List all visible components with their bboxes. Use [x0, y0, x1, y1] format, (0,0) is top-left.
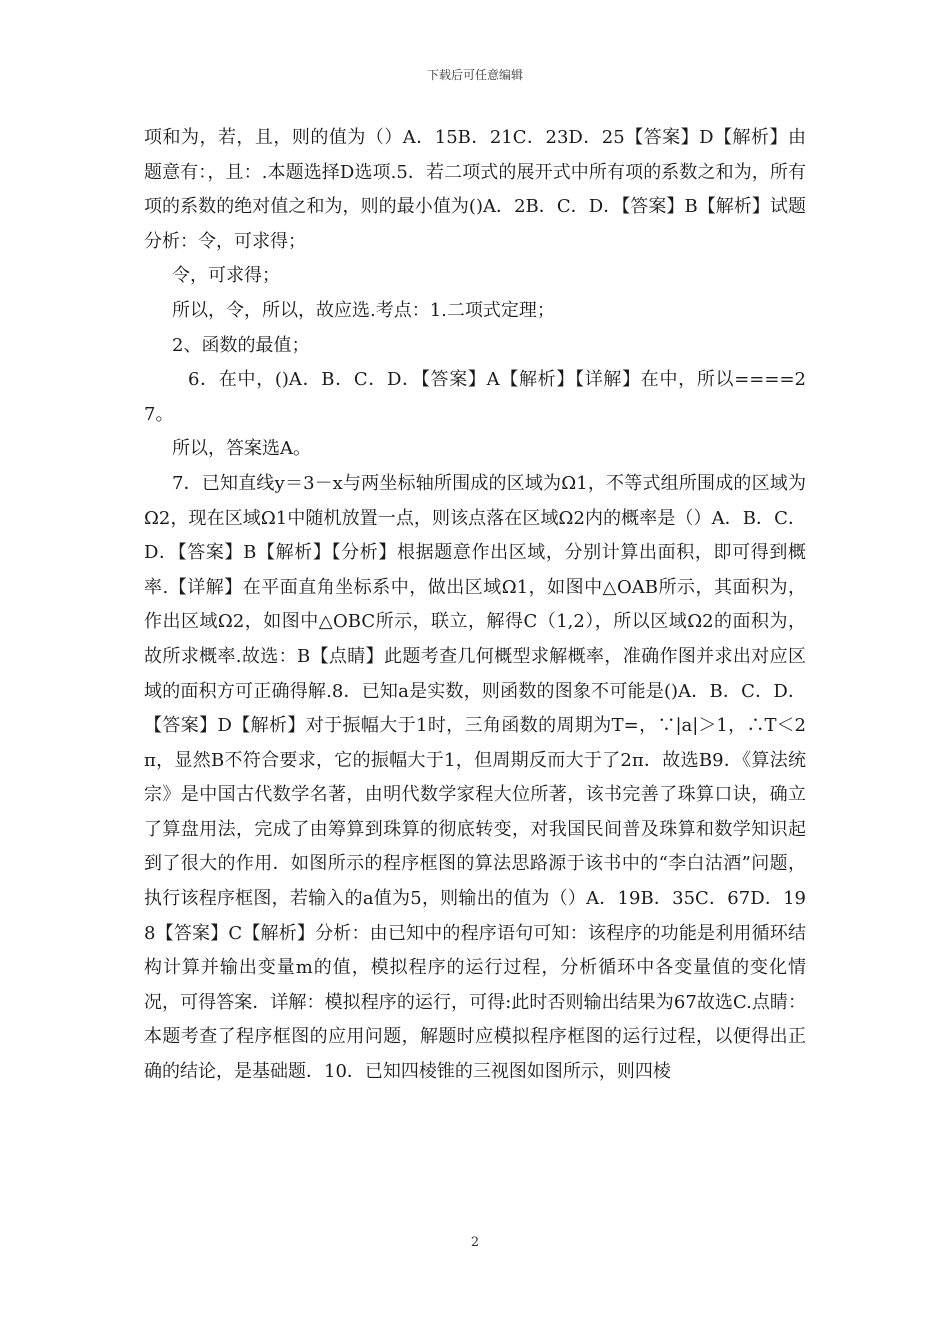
- page-header: [0, 66, 950, 83]
- page-number: 2: [470, 1235, 480, 1250]
- document-body: [144, 121, 806, 1090]
- header-note: 下载后可任意编辑: [426, 68, 523, 82]
- page-footer: [0, 1235, 950, 1250]
- paragraph-6: 所以，答案选A。: [172, 438, 311, 460]
- paragraph-2: 令，可求得；: [172, 265, 280, 287]
- paragraph-3: 所以，令，所以，故应选.考点：1.二项式定理；: [172, 299, 555, 321]
- paragraph-5: 6．在中，()A．B．C．D．【答案】A【解析】【详解】在中，所以====27。: [144, 369, 806, 425]
- paragraph-4: 2、函数的最值；: [172, 334, 310, 356]
- paragraph-7: 7．已知直线y＝3－x与两坐标轴所围成的区域为Ω1，不等式组所围成的区域为Ω2，现在区域Ω1中随机放置一点，则该点落在区域Ω2内的概率是（）A．B．C．D．【答案】B【解析】【分析】根据题意作出区域，分别计算出面积，即可得到概率.【详解】在平面直角坐标系中，做出区域Ω1，如图中△OAB所示，其面积为，作出区域Ω2，如图中△OBC所示，联立，解得C（1,2），所以区域Ω2的面积为，故所求概率.故选：B【点睛】此题考查几何概型求解概率，准确作图并求出对应区域的面积方可正确得解.8．已知a是实数，则函数的图象不可能是()A．B．C．D．【答案】D【解析】对于振幅大于1时，三角函数的周期为T=，∵|a|＞1，∴T＜2π，显然B不符合要求，它的振幅大于1，但周期反而大于了2π．故选B9．《算法统宗》是中国古代数学名著，由明代数学家程大位所著，该书完善了珠算口诀，确立了算盘用法，完成了由筹算到珠算的彻底转变，对我国民间普及珠算和数学知识起到了很大的作用．如图所示的程序框图的算法思路源于该书中的“李白沽酒”问题，执行该程序框图，若输入的a值为5，则输出的值为（）A．19B．35C．67D．198【答案】C【解析】分析：由已知中的程序语句可知：该程序的功能是利用循环结构计算并输出变量m的值，模拟程序的运行过程，分析循环中各变量值的变化情况，可得答案．详解：模拟程序的运行，可得:此时否则输出结果为67故选C.点睛：本题考查了程序框图的应用问题，解题时应模拟程序框图的运行过程，以便得出正确的结论，是基础题．10．已知四棱锥的三视图如图所示，则四棱: [144, 472, 806, 1083]
- paragraph-1: 项和为，若，且，则的值为（）A．15B．21C．23D．25【答案】D【解析】由题意有：，且：.本题选择D选项.5．若二项式的展开式中所有项的系数之和为，所有项的系数的绝对值之和为，则的最小值为()A．2B．C．D．【答案】B【解析】试题分析：令，可求得；: [144, 127, 806, 252]
